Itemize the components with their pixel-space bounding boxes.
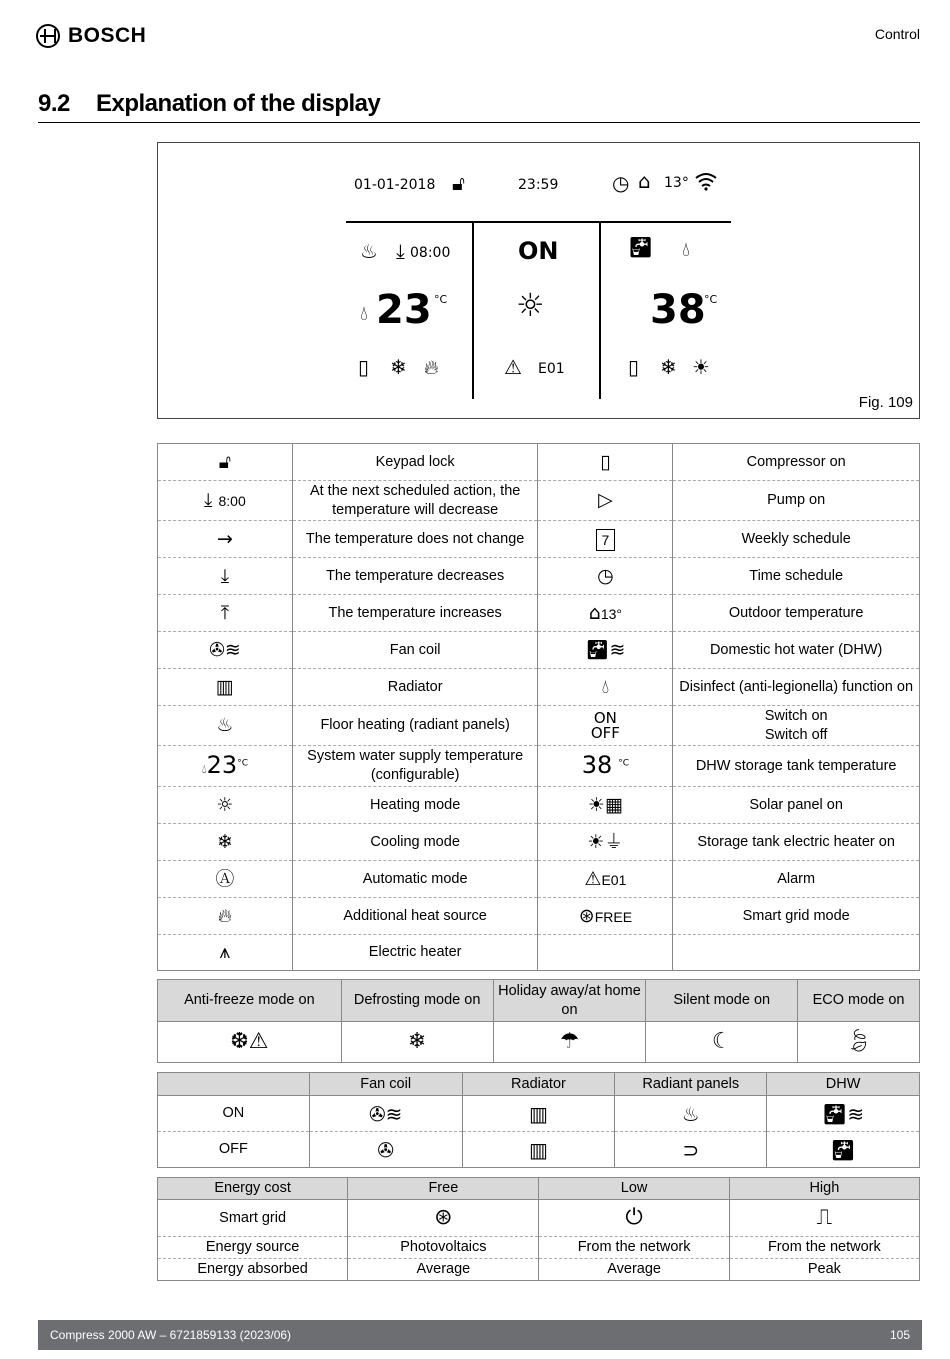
legend-label: Outdoor temperature <box>673 595 920 632</box>
fan-coil-on-icon: ✇≋ <box>309 1096 462 1132</box>
legend-label: The temperature increases <box>292 595 538 632</box>
compressor-icon: ▯ <box>358 355 370 379</box>
empty-cell <box>538 935 673 971</box>
row-label: Energy source <box>158 1237 348 1259</box>
lcd-column-divider <box>472 223 474 399</box>
icon-text: 8:00 <box>218 493 246 510</box>
icon-unit: °C <box>237 759 248 770</box>
energy-cell: Peak <box>729 1259 919 1281</box>
legend-label: Domestic hot water (DHW) <box>673 632 920 669</box>
lcd-status: ON <box>518 237 559 265</box>
dhw-tank-temp-icon <box>538 746 673 787</box>
legend-label: Compressor on <box>673 444 920 481</box>
empty-cell <box>673 935 920 971</box>
emitter-header: Radiant panels <box>615 1073 767 1096</box>
mode-header: Silent mode on <box>646 980 798 1022</box>
table-row <box>158 824 920 861</box>
fan-coil-off-icon: ✇ <box>309 1132 462 1168</box>
row-label: ON <box>158 1096 310 1132</box>
table-row <box>158 1178 920 1200</box>
keypad-lock-icon: 🔓︎ <box>158 444 293 481</box>
house-icon: ⌂ <box>638 169 651 193</box>
emitter-header: DHW <box>767 1073 920 1096</box>
lcd-alarm-code: E01 <box>538 361 565 377</box>
radiant-panel-off-icon: ⊃ <box>615 1132 767 1168</box>
lcd-divider <box>346 221 731 223</box>
solar-panel-icon: ☀▦ <box>538 787 673 824</box>
legend-label: Storage tank electric heater on <box>673 824 920 861</box>
icon-legend-table <box>157 443 920 971</box>
icon-text: OFF <box>590 723 620 742</box>
page-footer <box>38 1320 922 1350</box>
energy-header: Energy cost <box>158 1178 348 1200</box>
dhw-off-icon: 🚰︎ <box>767 1132 920 1168</box>
moon-icon: ☾ <box>646 1022 798 1063</box>
smart-grid-free-icon: ⊛ <box>348 1200 539 1237</box>
page-number: 105 <box>889 1328 910 1342</box>
table-row <box>158 980 920 1022</box>
table-row <box>158 444 920 481</box>
disinfect-icon: 💧︎ <box>682 237 690 261</box>
table-row <box>158 787 920 824</box>
legend-label: Automatic mode <box>292 861 538 898</box>
outdoor-temp-icon: ⌂13° <box>538 595 673 632</box>
lcd-date: 01-01-2018 <box>354 177 436 193</box>
icon-text: 7 <box>596 529 616 551</box>
figure-caption: Fig. 109 <box>858 394 913 411</box>
energy-cell: Average <box>348 1259 539 1281</box>
table-row <box>158 935 920 971</box>
legend-label: Fan coil <box>292 632 538 669</box>
energy-table <box>157 1177 920 1281</box>
radiator-icon: ▥ <box>158 669 293 706</box>
legend-label: Heating mode <box>292 787 538 824</box>
table-row <box>158 746 920 787</box>
on-off-icon <box>538 706 673 746</box>
heading-rule <box>38 122 920 123</box>
lcd-dhw-temp: 38 <box>650 287 706 333</box>
defrost-icon: ❄ <box>390 355 407 379</box>
fan-coil-icon: ✇≋ <box>158 632 293 669</box>
legend-label: Pump on <box>673 481 920 521</box>
section-title: Explanation of the display <box>96 90 381 117</box>
legend-label: DHW storage tank temperature <box>673 746 920 787</box>
smart-grid-low-icon: ⏻ <box>539 1200 729 1237</box>
dhw-tap-icon: 🚰︎≋ <box>538 632 673 669</box>
table-row <box>158 898 920 935</box>
bosch-logo <box>36 24 146 48</box>
snowflake-icon: ❄ <box>158 824 293 861</box>
lock-icon: 🔓︎ <box>452 171 465 195</box>
legend-label: Keypad lock <box>292 444 538 481</box>
supply-temp-icon: $💧︎23^{^\circ C}$ <box>158 746 293 787</box>
display-figure <box>157 142 920 419</box>
tank-heater-icon: ☀⏚ <box>538 824 673 861</box>
radiator-on-icon: ▥ <box>462 1096 615 1132</box>
legend-label: Smart grid mode <box>673 898 920 935</box>
defrost-icon: ❄ <box>660 355 677 379</box>
energy-cell: From the network <box>729 1237 919 1259</box>
drop-icon: 💧︎ <box>360 301 368 325</box>
row-label: Smart grid <box>158 1200 348 1237</box>
table-row <box>158 1200 920 1237</box>
legend-label-on: Switch on <box>764 707 828 724</box>
table-row <box>158 595 920 632</box>
clock-icon: ◷ <box>612 171 630 195</box>
table-row <box>158 481 920 521</box>
legend-label <box>673 706 920 746</box>
table-row <box>158 1259 920 1281</box>
table-row <box>158 1073 920 1096</box>
wifi-icon <box>694 171 718 194</box>
energy-header: High <box>729 1178 919 1200</box>
modes-table <box>157 979 920 1063</box>
sun-icon: ☼ <box>158 787 293 824</box>
legend-label: At the next scheduled action, the temperature will decrease <box>292 481 538 521</box>
mode-header: Defrosting mode on <box>341 980 493 1022</box>
emitter-header: Fan coil <box>309 1073 462 1096</box>
emitters-table <box>157 1072 920 1168</box>
flame-icon: 🔥︎ <box>424 355 439 379</box>
icon-text: 13° <box>600 605 623 622</box>
clock-icon: ◷ <box>538 558 673 595</box>
icon-text: 23 <box>206 751 238 780</box>
legend-label: Additional heat source <box>292 898 538 935</box>
next-action-decrease-icon: ⤓ 8:00 <box>158 481 293 521</box>
table-row <box>158 1096 920 1132</box>
legend-label: Alarm <box>673 861 920 898</box>
lcd-time: 23:59 <box>518 177 559 193</box>
table-row <box>158 1132 920 1168</box>
table-row <box>158 521 920 558</box>
section-label: Control <box>874 26 920 42</box>
energy-cell: Average <box>539 1259 729 1281</box>
icon-text: 38 <box>581 751 613 780</box>
icon-text: FREE <box>594 908 633 925</box>
smart-grid-high-icon: ⎍ <box>729 1200 919 1237</box>
section-heading <box>38 90 380 118</box>
legend-label: The temperature decreases <box>292 558 538 595</box>
sun-icon: ☼ <box>516 286 545 324</box>
lcd-unit: °C <box>704 293 718 306</box>
icon-text: ON <box>593 708 617 727</box>
lcd-unit: °C <box>434 293 448 306</box>
pump-icon: ▷ <box>538 481 673 521</box>
mode-header: ECO mode on <box>798 980 920 1022</box>
row-label: Energy absorbed <box>158 1259 348 1281</box>
energy-cell: Photovoltaics <box>348 1237 539 1259</box>
schedule-decrease-icon: ⤓ <box>396 239 405 263</box>
lcd-supply-temp: 23 <box>376 287 432 333</box>
mode-header: Anti-freeze mode on <box>158 980 342 1022</box>
legend-label: Disinfect (anti-legionella) function on <box>673 669 920 706</box>
dhw-tap-icon: 🚰︎ <box>628 235 654 259</box>
legend-label-off: Switch off <box>764 726 828 743</box>
legend-label: Weekly schedule <box>673 521 920 558</box>
floor-heating-icon: ♨ <box>158 706 293 746</box>
auto-mode-icon: Ⓐ <box>158 861 293 898</box>
lcd-outdoor: 13° <box>664 175 689 191</box>
smart-grid-icon: ⊛FREE <box>538 898 673 935</box>
floor-heating-icon: ♨ <box>360 239 378 263</box>
temp-decrease-icon: ⤓ <box>158 558 293 595</box>
mode-header: Holiday away/at home on <box>493 980 646 1022</box>
flame-icon: 🔥︎ <box>158 898 293 935</box>
energy-header: Free <box>348 1178 539 1200</box>
table-row <box>158 861 920 898</box>
table-row <box>158 669 920 706</box>
legend-label: Electric heater <box>292 935 538 971</box>
alarm-icon: ⚠E01 <box>538 861 673 898</box>
leaf-icon: 🍃︎ <box>798 1022 920 1063</box>
legend-label: Cooling mode <box>292 824 538 861</box>
section-number: 9.2 <box>38 90 70 117</box>
radiator-off-icon: ▥ <box>462 1132 615 1168</box>
solar-panel-icon: ☀ <box>692 355 710 379</box>
legend-label: System water supply temperature (configurable) <box>292 746 538 787</box>
holiday-icon: ☂ <box>493 1022 646 1063</box>
weekly-schedule-icon <box>538 521 673 558</box>
table-row <box>158 558 920 595</box>
dhw-on-icon: 🚰︎≋ <box>767 1096 920 1132</box>
radiant-panel-on-icon: ♨ <box>615 1096 767 1132</box>
energy-header: Low <box>539 1178 729 1200</box>
legend-label: Floor heating (radiant panels) <box>292 706 538 746</box>
legend-label: The temperature does not change <box>292 521 538 558</box>
footer-document: Compress 2000 AW – 6721859133 (2023/06) <box>50 1328 292 1342</box>
lcd-display <box>346 163 736 403</box>
table-row <box>158 1237 920 1259</box>
temp-increase-icon: ⤒ <box>158 595 293 632</box>
compressor-icon: ▯ <box>538 444 673 481</box>
lcd-schedule-time: 08:00 <box>410 245 451 261</box>
electric-heater-icon: ⩚ <box>158 935 293 971</box>
empty-header <box>158 1073 310 1096</box>
emitter-header: Radiator <box>462 1073 615 1096</box>
brand-name: BOSCH <box>68 24 147 47</box>
disinfect-icon: 💧︎ <box>538 669 673 706</box>
table-row <box>158 706 920 746</box>
defrost-icon: ❄ <box>341 1022 493 1063</box>
icon-text: E01 <box>601 871 627 888</box>
compressor-icon: ▯ <box>628 355 640 379</box>
anti-freeze-icon: ❆⚠ <box>158 1022 342 1063</box>
legend-label: Time schedule <box>673 558 920 595</box>
energy-cell: From the network <box>539 1237 729 1259</box>
alarm-icon: ⚠ <box>504 355 522 379</box>
lcd-column-divider <box>599 223 601 399</box>
legend-label: Solar panel on <box>673 787 920 824</box>
table-row <box>158 632 920 669</box>
icon-unit: °C <box>618 759 630 770</box>
legend-label: Radiator <box>292 669 538 706</box>
table-row <box>158 1022 920 1063</box>
temp-no-change-icon: → <box>158 521 293 558</box>
row-label: OFF <box>158 1132 310 1168</box>
bosch-armature-icon <box>36 24 60 48</box>
